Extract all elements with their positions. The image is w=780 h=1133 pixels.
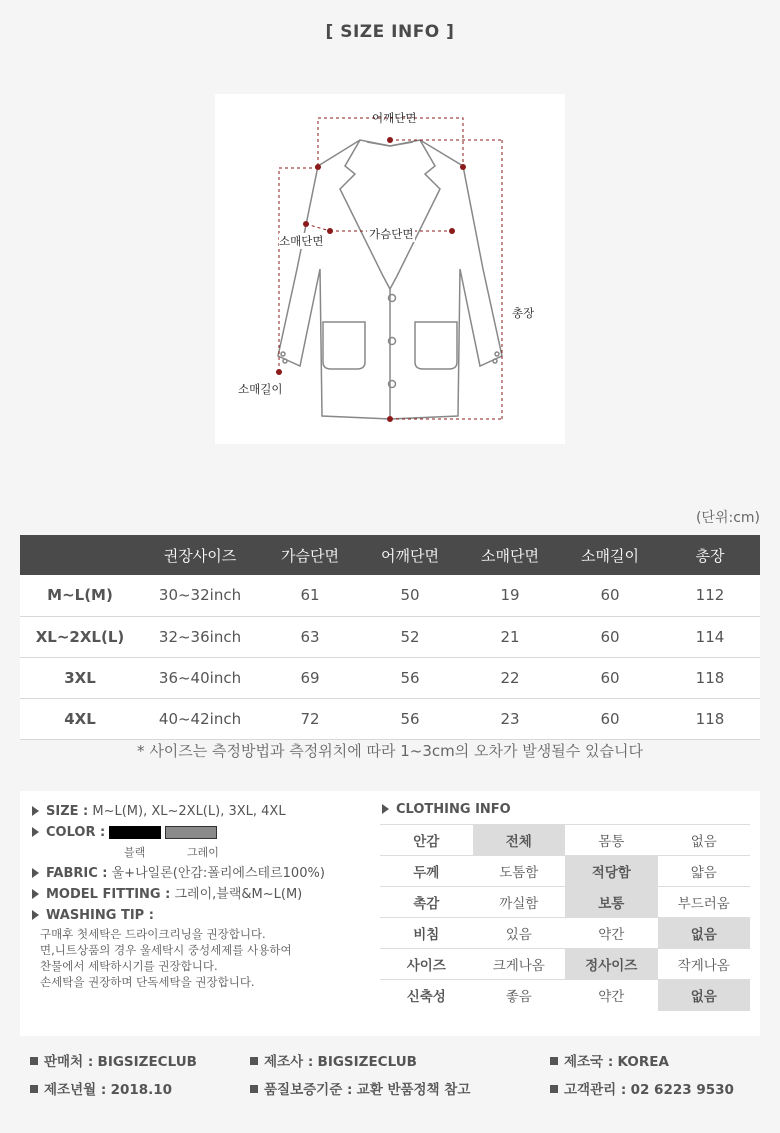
square-bullet-icon: [550, 1085, 558, 1093]
table-cell: 19: [460, 575, 560, 616]
arrow-icon: [382, 804, 389, 814]
footer-country-key: 제조국 :: [564, 1054, 614, 1070]
arrow-icon: [32, 827, 39, 837]
total-length-label: 총장: [512, 306, 535, 320]
table-cell: 69: [260, 657, 360, 698]
header-cell: 권장사이즈: [140, 535, 260, 575]
spec-wash: [32, 905, 382, 926]
chest-label: 가슴단면: [369, 227, 414, 241]
wash-tips: [32, 926, 382, 990]
product-info-panel: [20, 791, 760, 1036]
color-names: [32, 843, 382, 863]
table-cell: 30~32inch: [140, 575, 260, 616]
table-cell: 23: [460, 698, 560, 739]
clothing-info-label: 촉감: [380, 887, 473, 918]
arrow-icon: [32, 806, 39, 816]
table-row: [20, 657, 760, 698]
spec-size-value: M~L(M), XL~2XL(L), 3XL, 4XL: [92, 804, 286, 819]
clothing-info-option-selected: 보통: [565, 887, 658, 918]
clothing-info-option: 얇음: [658, 856, 751, 887]
footer-cs-key: 고객관리 :: [564, 1082, 627, 1098]
square-bullet-icon: [30, 1057, 38, 1065]
sleeve-length-label: 소매길이: [238, 382, 283, 396]
size-cell: 3XL: [20, 657, 140, 698]
table-cell: 114: [660, 616, 760, 657]
footer-date-key: 제조년월 :: [44, 1082, 107, 1098]
footer-seller-key: 판매처 :: [44, 1054, 94, 1070]
square-bullet-icon: [30, 1085, 38, 1093]
arrow-icon: [32, 868, 39, 878]
table-cell: 112: [660, 575, 760, 616]
clothing-info-option: 없음: [658, 825, 751, 856]
clothing-info-option-selected: 적당함: [565, 856, 658, 887]
footer-country: [550, 1050, 669, 1070]
color-swatch-gray: [165, 826, 217, 839]
table-cell: 21: [460, 616, 560, 657]
size-cell: XL~2XL(L): [20, 616, 140, 657]
size-table: [20, 535, 760, 740]
footer-warranty-value: 교환 반품정책 참고: [356, 1082, 471, 1098]
spec-wash-key: WASHING TIP :: [46, 908, 154, 923]
footer-maker: [250, 1050, 417, 1070]
size-cell: M~L(M): [20, 575, 140, 616]
table-row: [20, 616, 760, 657]
header-cell: 총장: [660, 535, 760, 575]
spec-color: [32, 822, 382, 843]
footer-warranty-key: 품질보증기준 :: [264, 1082, 353, 1098]
spec-color-key: COLOR :: [46, 825, 106, 840]
header-cell: 어깨단면: [360, 535, 460, 575]
clothing-info-row: [380, 980, 750, 1011]
table-row: [20, 698, 760, 739]
footer-cs-value: 02 6223 9530: [630, 1082, 734, 1098]
square-bullet-icon: [250, 1085, 258, 1093]
clothing-info-row: [380, 949, 750, 980]
header-cell: [20, 535, 140, 575]
clothing-info-title: [382, 802, 511, 817]
clothing-info-option: 몸통: [565, 825, 658, 856]
color-name-black: 블랙: [124, 846, 146, 859]
table-cell: 60: [560, 657, 660, 698]
clothing-info-option-selected: 정사이즈: [565, 949, 658, 980]
spec-size: [32, 801, 382, 822]
footer-seller: [30, 1050, 197, 1070]
arrow-icon: [32, 910, 39, 920]
spec-fabric-value: 울+나일론(안감:폴리에스테르100%): [111, 866, 325, 881]
footer-warranty: [250, 1078, 470, 1098]
footer-date-value: 2018.10: [110, 1082, 173, 1098]
clothing-info-option: 약간: [565, 918, 658, 949]
clothing-info-option: 부드러움: [658, 887, 751, 918]
table-cell: 56: [360, 698, 460, 739]
coat-diagram: [215, 94, 565, 444]
shoulder-label: 어깨단면: [372, 111, 417, 125]
clothing-info-label: 비침: [380, 918, 473, 949]
size-table-header: [20, 535, 760, 575]
table-cell: 72: [260, 698, 360, 739]
table-cell: 60: [560, 575, 660, 616]
clothing-info-table: [380, 824, 750, 1011]
square-bullet-icon: [550, 1057, 558, 1065]
spec-size-key: SIZE :: [46, 804, 89, 819]
clothing-info-option: 까실함: [473, 887, 566, 918]
footer-maker-value: BIGSIZECLUB: [317, 1054, 417, 1070]
measurement-note: * 사이즈는 측정방법과 측정위치에 따라 1~3cm의 오차가 발생될수 있습니다: [137, 742, 643, 760]
footer-cs: [550, 1078, 734, 1098]
square-bullet-icon: [250, 1057, 258, 1065]
spec-fabric: [32, 863, 382, 884]
footer-country-value: KOREA: [617, 1054, 669, 1070]
spec-fabric-key: FABRIC :: [46, 866, 108, 881]
header-cell: 가슴단면: [260, 535, 360, 575]
arrow-icon: [32, 889, 39, 899]
footer-maker-key: 제조사 :: [264, 1054, 314, 1070]
clothing-info-row: [380, 825, 750, 856]
spec-model: [32, 884, 382, 905]
color-name-gray: 그레이: [187, 846, 219, 859]
clothing-info-label: 안감: [380, 825, 473, 856]
page-title: [ SIZE INFO ]: [325, 22, 455, 42]
clothing-info-row: [380, 856, 750, 887]
clothing-info-label: 사이즈: [380, 949, 473, 980]
table-cell: 60: [560, 616, 660, 657]
table-cell: 52: [360, 616, 460, 657]
table-cell: 36~40inch: [140, 657, 260, 698]
unit-label: (단위:cm): [695, 510, 760, 526]
table-cell: 32~36inch: [140, 616, 260, 657]
header-cell: 소매길이: [560, 535, 660, 575]
sleeve-width-label: 소매단면: [279, 234, 324, 248]
size-cell: 4XL: [20, 698, 140, 739]
wash-line: 면,니트상품의 경우 울세탁시 중성세제를 사용하여: [40, 943, 292, 957]
clothing-info-option: 크게나옴: [473, 949, 566, 980]
footer-seller-value: BIGSIZECLUB: [97, 1054, 197, 1070]
wash-line: 찬물에서 세탁하시기를 권장합니다.: [40, 959, 218, 973]
table-cell: 60: [560, 698, 660, 739]
table-cell: 40~42inch: [140, 698, 260, 739]
table-cell: 118: [660, 657, 760, 698]
clothing-info-option: 도톰함: [473, 856, 566, 887]
table-cell: 118: [660, 698, 760, 739]
table-cell: 22: [460, 657, 560, 698]
clothing-info-option-selected: 전체: [473, 825, 566, 856]
color-swatch-black: [109, 826, 161, 839]
wash-line: 손세탁을 권장하며 단독세탁을 권장합니다.: [40, 975, 255, 989]
table-cell: 61: [260, 575, 360, 616]
clothing-info-row: [380, 887, 750, 918]
clothing-info-row: [380, 918, 750, 949]
clothing-info-option-selected: 없음: [658, 918, 751, 949]
clothing-info-option: 있음: [473, 918, 566, 949]
clothing-info-option: 작게나옴: [658, 949, 751, 980]
clothing-info-option: 좋음: [473, 980, 566, 1011]
table-cell: 63: [260, 616, 360, 657]
spec-model-value: 그레이,블랙&M~L(M): [174, 887, 303, 902]
table-row: [20, 575, 760, 616]
clothing-info-option-selected: 없음: [658, 980, 751, 1011]
clothing-info-label: 신축성: [380, 980, 473, 1011]
footer-date: [30, 1078, 172, 1098]
clothing-info-label: 두께: [380, 856, 473, 887]
table-cell: 56: [360, 657, 460, 698]
table-cell: 50: [360, 575, 460, 616]
wash-line: 구매후 첫세탁은 드라이크리닝을 권장합니다.: [40, 927, 266, 941]
spec-list: [32, 801, 382, 990]
header-cell: 소매단면: [460, 535, 560, 575]
clothing-info-option: 약간: [565, 980, 658, 1011]
spec-model-key: MODEL FITTING :: [46, 887, 171, 902]
clothing-info-title-text: CLOTHING INFO: [396, 802, 511, 817]
